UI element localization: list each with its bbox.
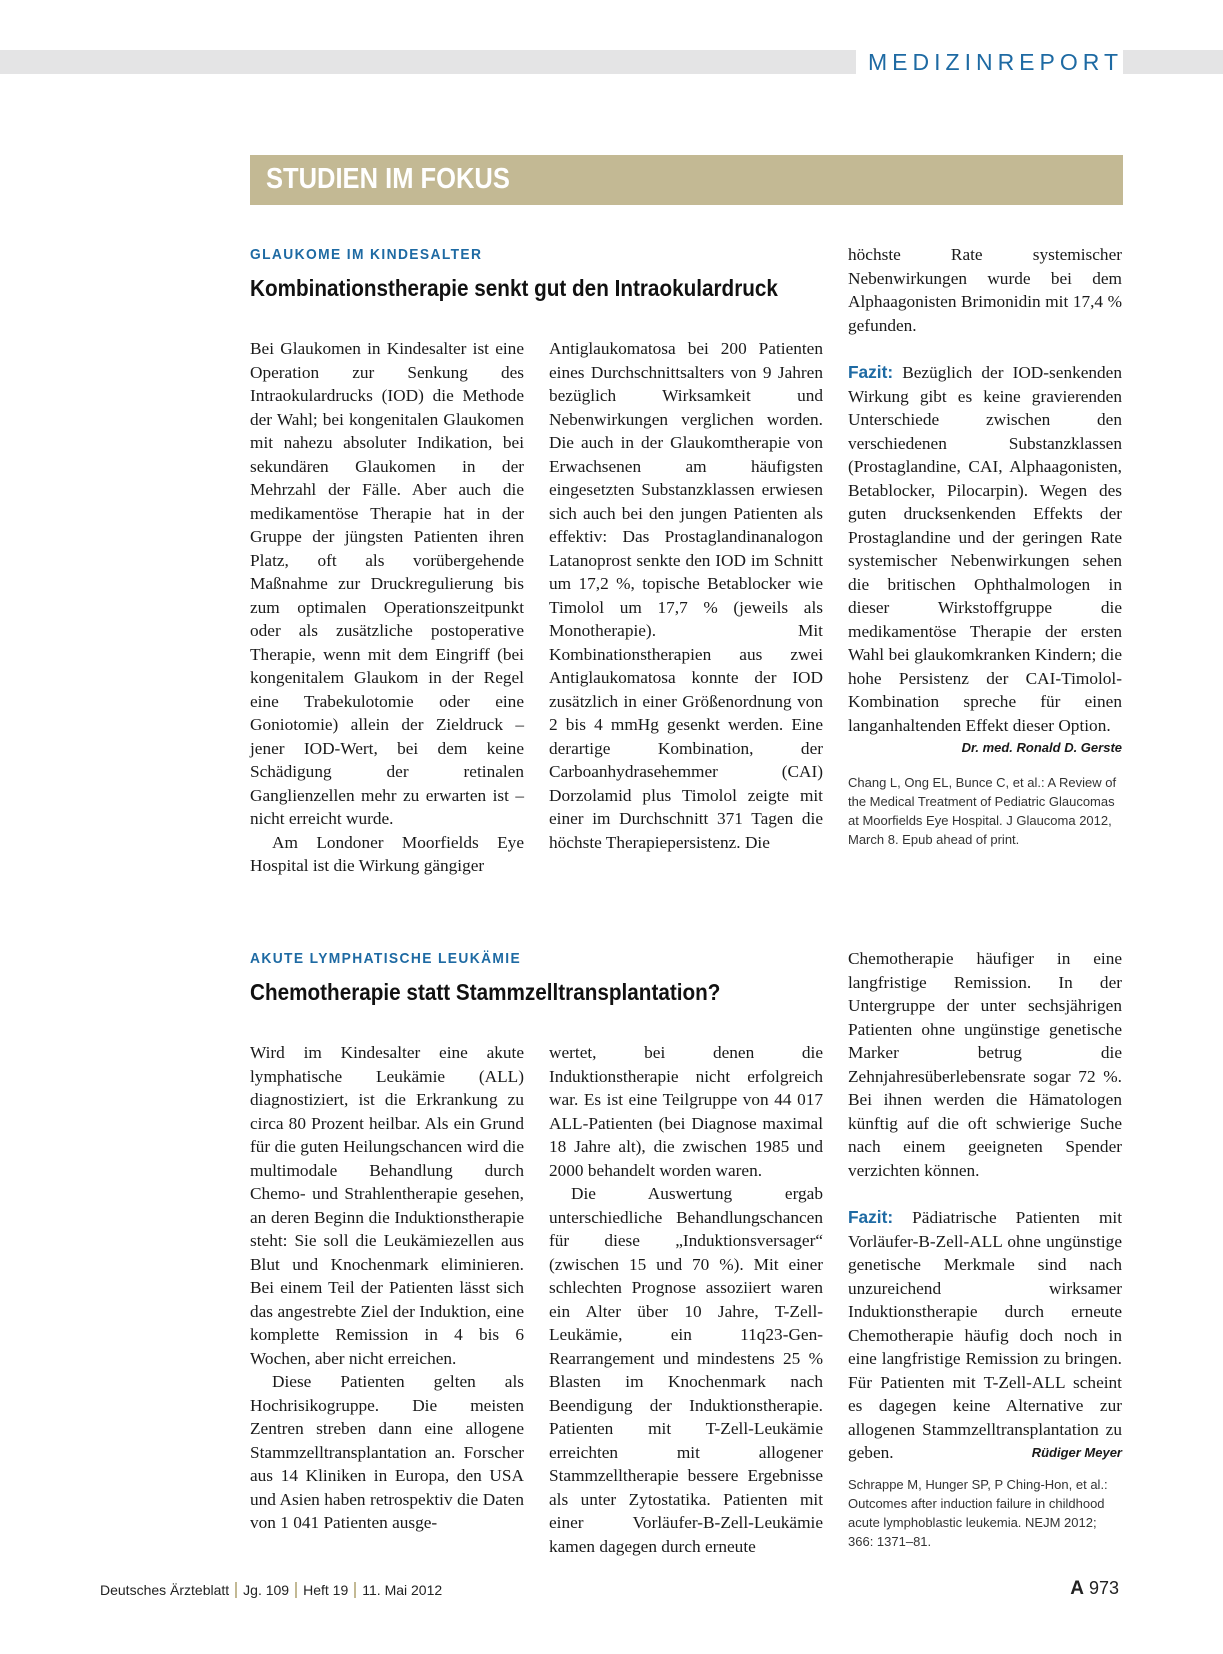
article2-column-1 <box>250 1041 524 1535</box>
paragraph: Die Auswertung ergab unterschiedliche Behandlungschancen für diese „Induktionsversager“ (zwischen 15 und 70 %). Mit einer schlechten Prognose assoziiert waren ein Alter über 10 Jahre, T-Zell-Leukämie, ein 11q23-Gen-Rearrangement und mindestens 25 % Blasten im Knochenmark nach Beendigung der Induktionstherapie. Patienten mit T-Zell-Leukämie erreichten mit allogener Stammzelltherapie bessere Ergebnisse als unter Zytostatika. Patienten mit einer Vorläufer-B-Zell-Leukämie kamen dagegen durch erneute <box>549 1184 823 1556</box>
article1-headline: Kombinationstherapie senkt gut den Intraokulardruck <box>250 275 778 301</box>
reference: Chang L, Ong EL, Bunce C, et al.: A Review of the Medical Treatment of Pediatric Glaucomas at Moorfields Eye Hospital. J Glaucoma 2012, March 8. Epub ahead of print. <box>848 775 1117 847</box>
issue: Heft 19 <box>303 1582 349 1598</box>
page-number-value: 973 <box>1088 1578 1119 1598</box>
fazit-label: Fazit: <box>848 1207 894 1227</box>
date: 11. Mai 2012 <box>362 1582 443 1598</box>
article1-column-1 <box>250 337 524 878</box>
volume: Jg. 109 <box>243 1582 290 1598</box>
article2-column-3 <box>848 947 1122 1551</box>
article2-column-2 <box>549 1041 823 1558</box>
section-label: MEDIZINREPORT <box>856 48 1123 76</box>
paragraph: Wird im Kindesalter eine akute lymphatische Leukämie (ALL) diagnostiziert, ist die Erkrankung zu circa 80 Prozent heilbar. Als ein Grund für die guten Heilungschancen wird die multimodale Behandlung durch Chemo- und Strahlentherapie gesehen, an deren Beginn die Induktionstherapie steht: Sie soll die Leukämiezellen aus Blut und Knochenmark eliminieren. Bei einem Teil der Patienten lässt sich das angestrebte Ziel der Induktion, eine komplette Remission in 4 bis 6 Wochen, aber nicht erreichen. <box>250 1043 524 1368</box>
fazit-label: Fazit: <box>848 362 894 382</box>
article1-kicker: GLAUKOME IM KINDESALTER <box>250 246 483 263</box>
fazit-text: Pädiatrische Patienten mit Vorläufer-B-Zell-ALL ohne ungünstige genetische Merkmale sind nach unzureichend wirksamer Induktionstherapie durch erneute Chemotherapie häufig doch noch in eine langfristige Remission zu bringen. Für Patienten mit T-Zell-ALL scheint es dagegen keine Alternative zur allogenen Stammzelltransplantation zu geben. <box>848 1208 1123 1462</box>
author: Dr. med. Ronald D. Gerste <box>961 740 1122 755</box>
paragraph: Am Londoner Moorfields Eye Hospital ist die Wirkung gängiger <box>250 832 524 875</box>
page-prefix: A <box>1070 1578 1084 1599</box>
article1-column-2 <box>549 337 823 854</box>
page-number <box>1070 1578 1119 1600</box>
paragraph: Diese Patienten gelten als Hochrisikogruppe. Die meisten Zentren streben dann eine allogene Stammzelltransplantation an. Forscher aus 14 Kliniken in Europa, den USA und Asien haben retrospektiv die Daten von 1 041 Patienten ausge- <box>250 1372 524 1532</box>
footer-citation <box>100 1582 442 1598</box>
journal-name: Deutsches Ärzteblatt <box>100 1582 230 1598</box>
section-banner <box>250 155 1123 205</box>
paragraph: Bei Glaukomen in Kindesalter ist eine Operation zur Senkung des Intraokulardrucks (IOD) die Methode der Wahl; bei kongenitalen Glaukomen mit nahezu absoluter Indikation, bei sekundären Glaukomen in der Mehrzahl der Fälle. Aber auch die medikamentöse Therapie hat in der Gruppe der jüngsten Patienten ihren Platz, oft als vorübergehende Maßnahme zur Druckregulierung bis zum optimalen Operationszeitpunkt oder als zusätzliche postoperative Therapie, wenn mit dem Eingriff (bei kongenitalem Glaukom in der Regel eine Trabekulotomie oder eine Goniotomie) allein der Zieldruck – jener IOD-Wert, bei dem keine Schädigung der retinalen Ganglienzellen mehr zu erwarten ist – nicht erreicht wurde. <box>250 339 524 828</box>
author: Rüdiger Meyer <box>1031 1445 1122 1460</box>
banner-title: STUDIEN IM FOKUS <box>266 163 510 195</box>
fazit-paragraph <box>848 361 1122 737</box>
paragraph: Chemotherapie häufiger in eine langfristige Remission. In der Untergruppe der unter sechsjährigen Patienten ohne ungünstige genetische Marker betrug die Zehnjahresüberlebensrate sogar 72 %. Bei ihnen werden die Hämatologen künftig auf die oft schwierige Suche nach einem geeigneten Spender verzichten können. <box>848 949 1122 1180</box>
reference: Schrappe M, Hunger SP, P Ching-Hon, et al.: Outcomes after induction failure in childhood acute lymphoblastic leukemia. NEJM 2012; 366: 1371–81. <box>848 1476 1108 1549</box>
paragraph: wertet, bei denen die Induktionstherapie nicht erfolgreich war. Es ist eine Teilgruppe von 44 017 ALL-Patienten (bei Diagnose maximal 18 Jahre alt), die zwischen 1985 und 2000 behandelt worden waren. <box>549 1043 823 1180</box>
article2-headline: Chemotherapie statt Stammzelltransplantation? <box>250 979 721 1005</box>
article2-kicker: AKUTE LYMPHATISCHE LEUKÄMIE <box>250 950 522 967</box>
fazit-paragraph <box>848 1206 1122 1465</box>
article1-column-3 <box>848 243 1122 849</box>
paragraph: höchste Rate systemischer Nebenwirkungen wurde bei dem Alphaagonisten Brimonidin mit 17,4 % gefunden. <box>848 245 1122 335</box>
paragraph: Antiglaukomatosa bei 200 Patienten eines Durchschnittsalters von 9 Jahren bezüglich Wirksamkeit und Nebenwirkungen verglichen worden. Die auch in der Glaukomtherapie von Erwachsenen am häufigsten eingesetzten Substanzklassen erwiesen sich auch bei den jungen Patienten als effektiv: Das Prostaglandinanalogon Latanoprost senkte den IOD im Schnitt um 17,2 %, topische Betablocker wie Timolol um 17,7 % (jeweils als Monotherapie). Mit Kombinationstherapien aus zwei Antiglaukomatosa konnte der IOD zusätzlich in einer Größenordnung von 2 bis 4 mmHg gesenkt werden. Eine derartige Kombination, der Carboanhydrasehemmer (CAI) Dorzolamid plus Timolol zeigte mit einer im Durchschnitt 371 Tagen die höchste Therapiepersistenz. Die <box>549 339 823 852</box>
fazit-text: Bezüglich der IOD-senkenden Wirkung gibt es keine gravierenden Unterschiede zwischen den verschiedenen Substanzklassen (Prostaglandine, CAI, Alphaagonisten, Betablocker, Pilocarpin). Wegen des guten drucksenkenden Effekts der Prostaglandine und der geringen Rate systemischer Nebenwirkungen sehen die britischen Ophthalmologen in dieser Wirkstoffgruppe die medikamentöse Therapie der ersten Wahl bei glaukomkranken Kindern; die hohe Persistenz der CAI-Timolol-Kombination spreche für einen langanhaltenden Effekt dieser Option. <box>848 363 1122 735</box>
